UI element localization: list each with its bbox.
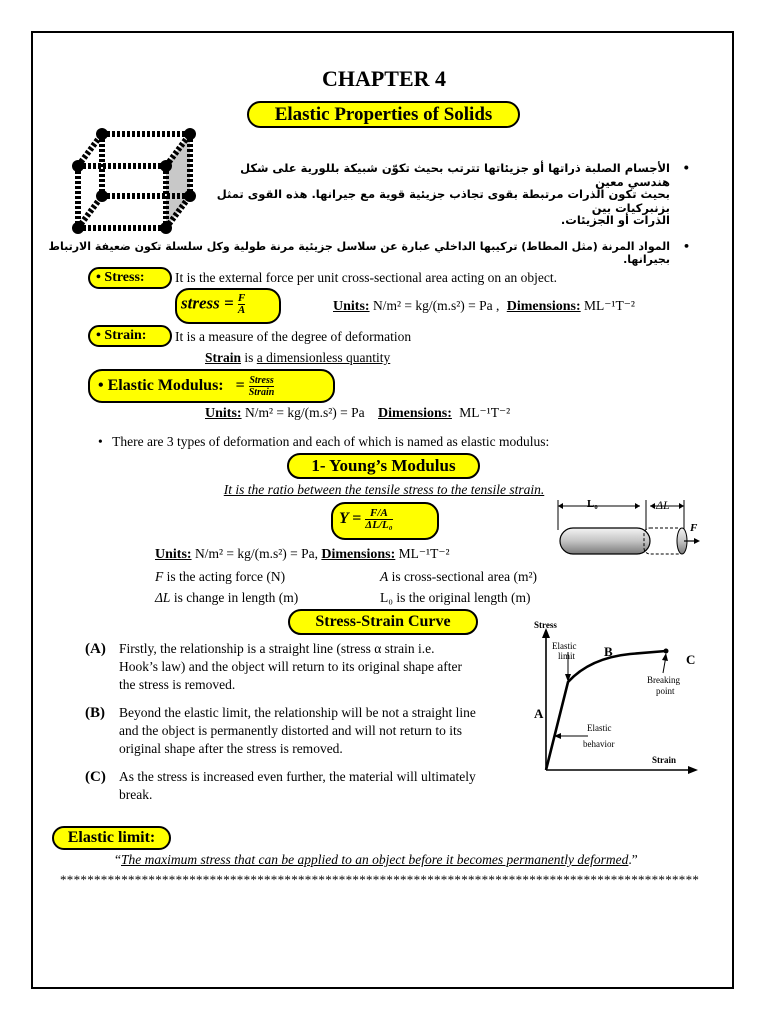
strain-is: is xyxy=(244,350,254,365)
youngs-numerator: F/A xyxy=(365,508,392,520)
elastic-limit-badge: Elastic limit: xyxy=(52,826,171,850)
modulus-units-row xyxy=(205,405,510,422)
arabic-line-2: بحيث تكون الذرات مرتبطة بقوى تجاذب جزيئية قوية مع جيرانها. هذه القوى تمثل بزنبركيات بين xyxy=(216,187,670,215)
breaking-arrow xyxy=(662,653,668,661)
curve-item-a xyxy=(85,640,525,704)
curve-items xyxy=(85,640,525,804)
dimensions-label: Dimensions: xyxy=(378,406,452,421)
dimensions-label: Dimensions: xyxy=(506,299,581,314)
elastic-limit-label-1: Elastic xyxy=(552,641,577,651)
var-l0-symbol: L₀ xyxy=(380,590,393,605)
rod-stretch-diagram xyxy=(552,496,704,560)
item-tag: (A) xyxy=(85,641,106,657)
var-a xyxy=(380,569,537,585)
youngs-modulus-definition: It is the ratio between the tensile stress to the tensile strain. xyxy=(223,482,545,497)
rod-force-label: F xyxy=(690,522,698,534)
arabic-line-1: الأجسام الصلبة ذراتها أو جزيئاتها تترتب بحيث تكوّن شبيكة بللورية على شكل هندسي معين xyxy=(240,161,670,189)
crystal-lattice-illustration xyxy=(66,124,206,236)
bullet: • xyxy=(682,161,690,175)
units-label: Units: xyxy=(155,547,192,562)
bullet: • xyxy=(98,434,103,449)
var-f-symbol: F xyxy=(155,569,164,584)
modulus-denominator: Strain xyxy=(248,387,275,398)
modulus-equals: = xyxy=(235,377,245,395)
stress-label: • Stress: xyxy=(88,267,172,289)
youngs-denominator: ΔL/L₀ xyxy=(365,519,393,531)
units-value: N/m² = kg/(m.s²) = Pa , xyxy=(372,298,500,313)
item-line: Firstly, the relationship is a straight line (stress α strain i.e. xyxy=(119,641,435,656)
var-l0 xyxy=(380,590,531,606)
item-line: Hook’s law) and the object will return to its original shape after xyxy=(119,659,463,674)
var-f xyxy=(155,569,285,585)
strain-word: Strain xyxy=(205,350,242,365)
stress-definition: It is the external force per unit cross-sectional area acting on an object. xyxy=(175,270,557,285)
stress-formula-lhs: stress = xyxy=(181,293,234,313)
behavior-label-1: Elastic xyxy=(587,723,612,733)
strain-label: • Strain: xyxy=(88,325,172,347)
var-f-desc: is the acting force (N) xyxy=(166,569,286,584)
youngs-fraction xyxy=(365,508,392,531)
point-b: B xyxy=(604,644,613,659)
separator-stars: ********************************************************************************************** xyxy=(60,872,700,887)
var-delta-l-symbol: ΔL xyxy=(155,590,171,605)
item-line: Beyond the elastic limit, the relationship will be not a straight line xyxy=(119,705,476,720)
close-quote: .” xyxy=(628,852,638,867)
item-line: original shape after the stress is removed. xyxy=(119,741,343,756)
stress-fraction xyxy=(238,293,245,316)
curve-line xyxy=(546,651,666,770)
elastic-limit-definition xyxy=(115,852,638,868)
bullet: • xyxy=(682,240,690,253)
item-tag: (C) xyxy=(85,769,106,785)
curve-item-c xyxy=(85,768,525,804)
x-axis-arrow xyxy=(688,766,698,774)
dimensions-label: Dimensions: xyxy=(321,547,396,562)
modulus-fraction xyxy=(249,375,275,398)
strain-note xyxy=(205,350,390,366)
rod-delta-l-label: ΔL xyxy=(656,498,670,512)
point-a: A xyxy=(534,706,544,721)
youngs-formula xyxy=(331,502,439,540)
dimensions-value: ML⁻¹T⁻² xyxy=(398,546,450,561)
stress-denominator: A xyxy=(237,304,246,316)
var-delta-l-desc: is change in length (m) xyxy=(173,590,299,605)
elastic-limit-quote: The maximum stress that can be applied to an object before it becomes permanently deformed xyxy=(121,852,629,867)
modulus-label: • Elastic Modulus: xyxy=(98,377,224,395)
breaking-label-1: Breaking xyxy=(647,675,680,685)
open-quote: “ xyxy=(115,852,121,867)
elastic-limit-label-2: limit xyxy=(558,651,576,661)
stress-formula xyxy=(175,288,281,324)
rod-l0-label: L₀ xyxy=(587,498,598,510)
modulus-numerator: Stress xyxy=(249,375,274,386)
arabic-paragraph-2 xyxy=(40,240,690,266)
dimensions-value: ML⁻¹T⁻² xyxy=(459,405,511,420)
units-label: Units: xyxy=(205,406,242,421)
stress-strain-graph xyxy=(530,618,705,778)
youngs-formula-lhs: Y = xyxy=(339,510,362,528)
graph-xlabel: Strain xyxy=(652,755,677,765)
var-a-symbol: A xyxy=(380,569,389,584)
dimensions-value: ML⁻¹T⁻² xyxy=(584,298,635,313)
breaking-point-dot xyxy=(664,649,669,654)
item-line: the stress is removed. xyxy=(119,677,236,692)
var-a-desc: is cross-sectional area (m²) xyxy=(391,569,537,584)
var-l0-desc: is the original length (m) xyxy=(396,590,531,605)
deformation-types-bullet xyxy=(98,434,549,450)
arabic-line: المواد المرنة (مثل المطاط) تركيبها الداخلي عبارة عن سلاسل جزيئية مرنة طولية وكل سلسلة تكون ضعيفة الارتباط بجيرانها. xyxy=(48,240,670,266)
elastic-modulus-badge xyxy=(88,369,335,403)
item-line: As the stress is increased even further, the material will ultimately xyxy=(119,769,476,784)
arabic-line-3: الذرات أو الجزيئات. xyxy=(560,213,670,227)
chapter-title: CHAPTER 4 xyxy=(321,66,447,91)
units-value: N/m² = kg/(m.s²) = Pa, xyxy=(194,546,319,561)
strain-note-rest: a dimensionless quantity xyxy=(256,350,391,365)
stress-numerator: F xyxy=(237,292,246,304)
graph-ylabel: Stress xyxy=(534,620,557,630)
subtitle-badge: Elastic Properties of Solids xyxy=(247,101,520,128)
deformation-types-text: There are 3 types of deformation and each of which is named as elastic modulus: xyxy=(112,434,550,449)
stress-strain-heading: Stress-Strain Curve xyxy=(288,609,478,635)
item-tag: (B) xyxy=(85,705,105,721)
units-label: Units: xyxy=(333,299,370,314)
behavior-label-2: behavior xyxy=(583,739,615,749)
point-c: C xyxy=(686,652,696,667)
var-delta-l xyxy=(155,590,298,606)
strain-definition: It is a measure of the degree of deformation xyxy=(175,329,412,344)
curve-item-b xyxy=(85,704,525,768)
arabic-paragraph-1 xyxy=(212,161,690,237)
youngs-units-row xyxy=(155,546,450,563)
item-line: break. xyxy=(119,787,153,802)
item-line: and the object is permanently distorted and will not return to its xyxy=(119,723,463,738)
units-value: N/m² = kg/(m.s²) = Pa xyxy=(244,405,365,420)
youngs-modulus-heading: 1- Young’s Modulus xyxy=(287,453,480,479)
stress-units-row xyxy=(333,298,635,315)
breaking-label-2: point xyxy=(656,686,675,696)
